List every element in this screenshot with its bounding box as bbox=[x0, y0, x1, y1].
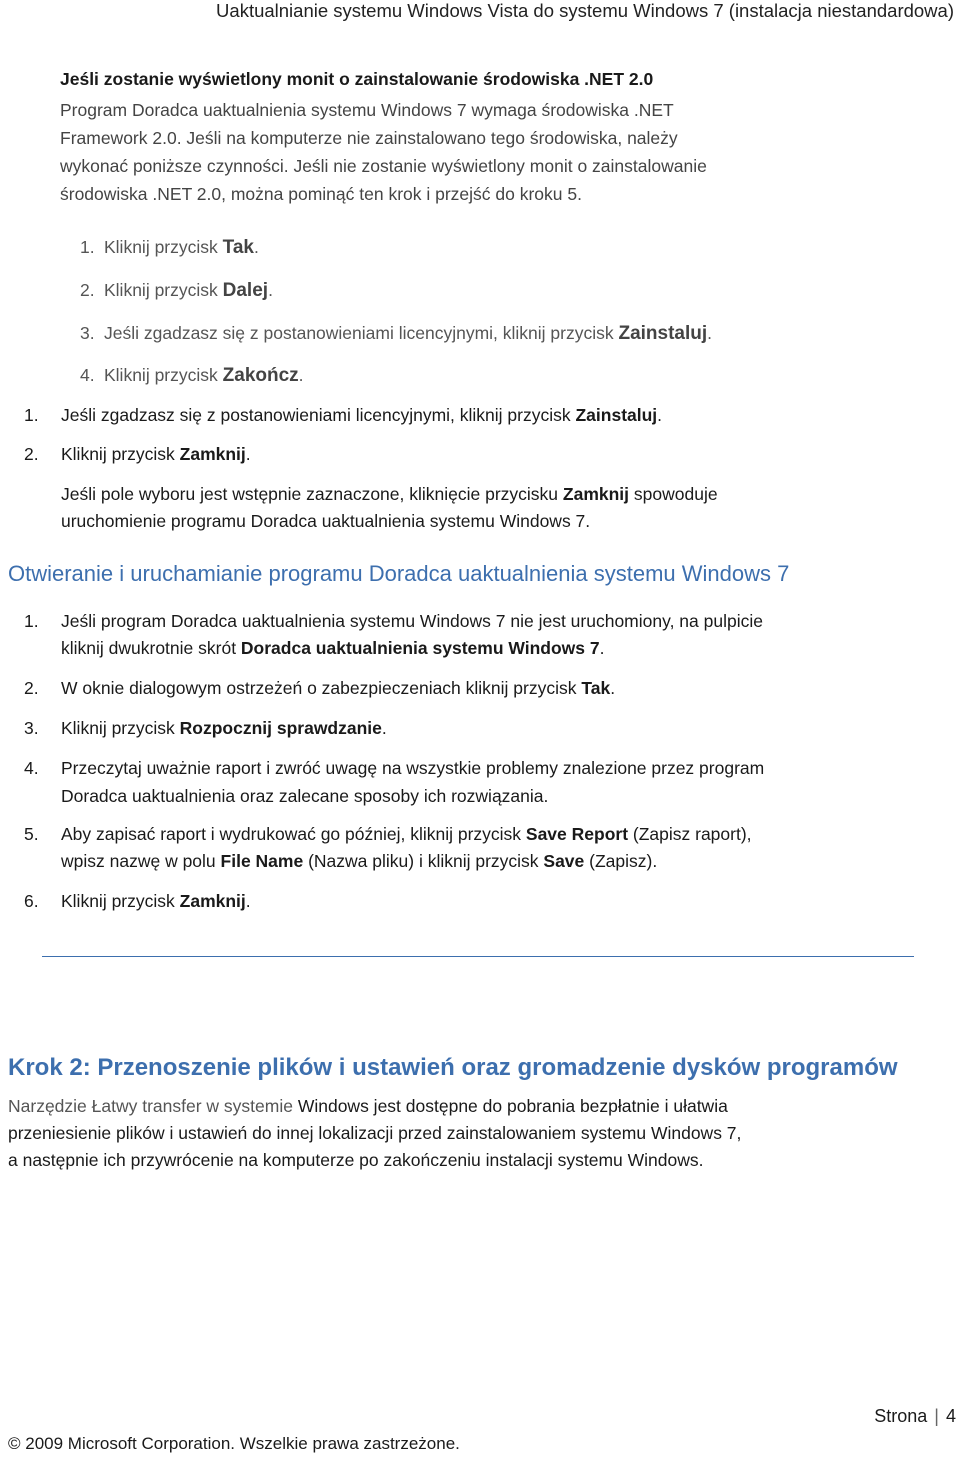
inner-step-4-command: Zakończ bbox=[222, 365, 299, 386]
net-para-line-4: środowiska .NET 2.0, można pominąć ten krok i przejść do kroku 5. bbox=[60, 184, 582, 204]
krok-para-line-2: przeniesienie plików i ustawień do innej lokalizacji przed zainstalowaniem systemu Windows 7, bbox=[8, 1123, 742, 1143]
copyright-footer: © 2009 Microsoft Corporation. Wszelkie prawa zastrzeżone. bbox=[8, 1434, 460, 1453]
section-step-2: 2. W oknie dialogowym ostrzeżeń o zabezpieczeniach kliknij przycisk Tak. bbox=[24, 678, 616, 698]
section-step-5-line-2: wpisz nazwę w polu File Name (Nazwa pliku) i kliknij przycisk Save (Zapisz). bbox=[61, 851, 658, 871]
section-divider bbox=[42, 956, 914, 957]
section-step-4-line-2: Doradca uaktualnienia oraz zalecane sposoby ich rozwiązania. bbox=[61, 786, 549, 806]
net-title: Jeśli zostanie wyświetlony monit o zainstalowanie środowiska .NET 2.0 bbox=[60, 69, 654, 89]
section-step-5: 5. Aby zapisać raport i wydrukować go później, kliknij przycisk Save Report (Zapisz raport), bbox=[24, 824, 752, 844]
section-heading: Otwieranie i uruchamianie programu Doradca uaktualnienia systemu Windows 7 bbox=[8, 561, 790, 586]
net-para-line-1: Program Doradca uaktualnienia systemu Windows 7 wymaga środowiska .NET bbox=[60, 100, 674, 120]
note-line-1: Jeśli pole wyboru jest wstępnie zaznaczone, kliknięcie przycisku Zamknij spowoduje bbox=[61, 484, 718, 504]
page-header: Uaktualnianie systemu Windows Vista do systemu Windows 7 (instalacja niestandardowa) bbox=[216, 0, 954, 21]
inner-step-3-command: Zainstaluj bbox=[618, 323, 708, 344]
note-line-2: uruchomienie programu Doradca uaktualnienia systemu Windows 7. bbox=[61, 511, 591, 531]
net-para-line-2: Framework 2.0. Jeśli na komputerze nie zainstalowano tego środowiska, należy bbox=[60, 128, 678, 148]
krok-para-line-1: Narzędzie Łatwy transfer w systemie Windows jest dostępne do pobrania bezpłatnie i ułatwia bbox=[8, 1096, 728, 1116]
inner-step-3: 3. Jeśli zgadzasz się z postanowieniami licencyjnymi, kliknij przycisk Zainstaluj. bbox=[80, 323, 713, 344]
outer-step-2: 2. Kliknij przycisk Zamknij. bbox=[24, 444, 251, 464]
inner-step-1-command: Tak bbox=[222, 237, 254, 258]
section-step-6: 6. Kliknij przycisk Zamknij. bbox=[24, 891, 251, 911]
inner-step-4: 4. Kliknij przycisk Zakończ. bbox=[80, 365, 304, 386]
section-step-3: 3. Kliknij przycisk Rozpocznij sprawdzanie. bbox=[24, 718, 387, 738]
net-para-line-3: wykonać poniższe czynności. Jeśli nie zostanie wyświetlony monit o zainstalowanie bbox=[60, 156, 707, 176]
section-step-1-line-2: kliknij dwukrotnie skrót Doradca uaktualnienia systemu Windows 7. bbox=[61, 638, 605, 658]
inner-step-2: 2. Kliknij przycisk Dalej. bbox=[80, 280, 273, 301]
outer-step-1: 1. Jeśli zgadzasz się z postanowieniami licencyjnymi, kliknij przycisk Zainstaluj. bbox=[24, 405, 663, 425]
inner-step-2-command: Dalej bbox=[222, 280, 269, 301]
inner-step-1: 1. Kliknij przycisk Tak. bbox=[80, 237, 259, 258]
page-number: Strona | 4 bbox=[874, 1406, 956, 1426]
krok-heading: Krok 2: Przenoszenie plików i ustawień oraz gromadzenie dysków programów bbox=[8, 1054, 898, 1081]
section-step-1: 1. Jeśli program Doradca uaktualnienia systemu Windows 7 nie jest uruchomiony, na pulpicie bbox=[24, 611, 763, 631]
krok-para-line-3: a następnie ich przywrócenie na komputerze po zakończeniu instalacji systemu Windows. bbox=[8, 1150, 704, 1170]
section-step-4: 4. Przeczytaj uważnie raport i zwróć uwagę na wszystkie problemy znalezione przez program bbox=[24, 758, 765, 778]
